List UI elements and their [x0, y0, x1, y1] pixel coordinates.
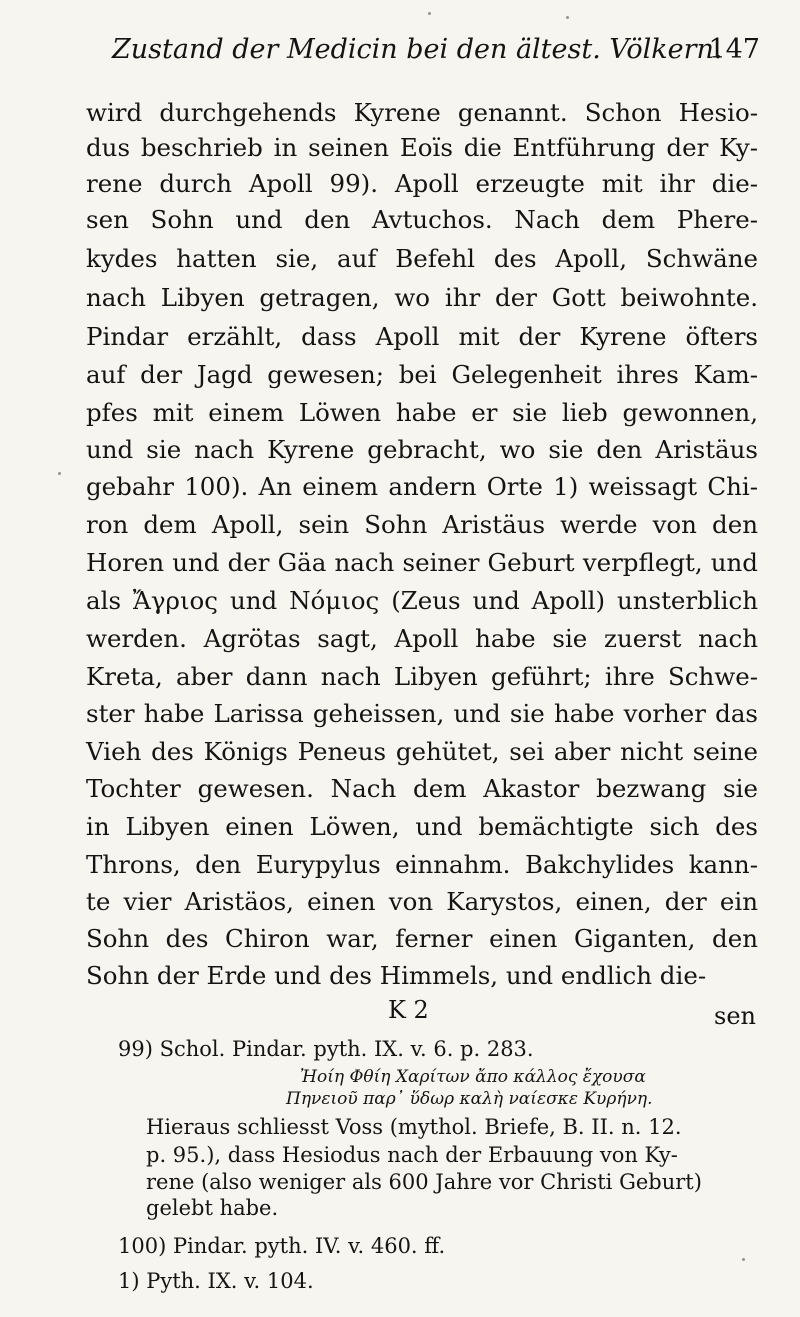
text-line: in Libyen einen Löwen, und bemächtigte sich des — [86, 812, 758, 841]
text-line: Kreta, aber dann nach Libyen geführt; ihre Schwe- — [86, 662, 758, 691]
footnote-greek-quote: Ἠοίη Φθίη Χαρίτων ἄπο κάλλος ἔχουσα — [300, 1067, 646, 1087]
running-title: Zustand der Medicin bei den ältest. Völkern. — [112, 34, 723, 65]
text-line: wird durchgehends Kyrene genannt. Schon Hesio- — [86, 98, 758, 127]
text-line: werden. Agrötas sagt, Apoll habe sie zuerst nach — [86, 624, 758, 653]
text-line: dus beschrieb in seinen Eoïs die Entführung der Ky- — [86, 133, 758, 162]
text-line: Vieh des Königs Peneus gehütet, sei aber nicht seine — [86, 737, 758, 766]
text-line: Throns, den Eurypylus einnahm. Bakchylides kann- — [86, 850, 758, 879]
footnote-text: p. 95.), dass Hesiodus nach der Erbauung von Ky- — [146, 1143, 678, 1167]
signature-mark: K 2 — [388, 996, 429, 1024]
paper-speck — [566, 16, 569, 19]
footnote-100: 100) Pindar. pyth. IV. v. 460. ff. — [118, 1234, 446, 1258]
footnote-text: gelebt habe. — [146, 1196, 279, 1220]
text-line: rene durch Apoll 99). Apoll erzeugte mit ihr die- — [86, 169, 758, 198]
text-line: te vier Aristäos, einen von Karystos, einen, der ein — [86, 887, 758, 916]
text-line: und sie nach Kyrene gebracht, wo sie den Aristäus — [86, 435, 758, 464]
text-line: Tochter gewesen. Nach dem Akastor bezwang sie — [86, 774, 758, 803]
catchword: sen — [714, 1002, 756, 1030]
text-line: ster habe Larissa geheissen, und sie habe vorher das — [86, 699, 758, 728]
text-line: Sohn der Erde und des Himmels, und endlich die- — [86, 961, 707, 990]
footnote-text: Hieraus schliesst Voss (mythol. Briefe, B. II. n. 12. — [146, 1115, 682, 1139]
text-line: kydes hatten sie, auf Befehl des Apoll, Schwäne — [86, 244, 758, 273]
text-line: pfes mit einem Löwen habe er sie lieb gewonnen, — [86, 398, 758, 427]
text-line: als Ἄγριος und Νόμιος (Zeus und Apoll) unsterblich — [86, 586, 758, 615]
text-line: Pindar erzählt, dass Apoll mit der Kyrene öfters — [86, 322, 758, 351]
paper-speck — [428, 12, 431, 15]
running-header — [112, 34, 760, 78]
paper-speck — [742, 1258, 745, 1261]
text-line: auf der Jagd gewesen; bei Gelegenheit ihres Kam- — [86, 360, 758, 389]
footnote-greek-quote: Πηνειοῦ παρ᾽ ὕδωρ καλὴ ναίεσκε Κυρήνη. — [286, 1089, 653, 1109]
page-number: 147 — [708, 34, 760, 65]
text-line: sen Sohn und den Avtuchos. Nach dem Phere- — [86, 205, 758, 234]
text-line: nach Libyen getragen, wo ihr der Gott beiwohnte. — [86, 283, 758, 312]
text-line: Horen und der Gäa nach seiner Geburt verpflegt, und — [86, 548, 758, 577]
text-line: gebahr 100). An einem andern Orte 1) weissagt Chi- — [86, 472, 758, 501]
text-line: Sohn des Chiron war, ferner einen Giganten, den — [86, 924, 758, 953]
footnote-text: rene (also weniger als 600 Jahre vor Christi Geburt) — [146, 1170, 702, 1194]
paper-speck — [58, 472, 61, 475]
text-line: ron dem Apoll, sein Sohn Aristäus werde von den — [86, 510, 758, 539]
footnote-1: 1) Pyth. IX. v. 104. — [118, 1269, 314, 1293]
footnote-99: 99) Schol. Pindar. pyth. IX. v. 6. p. 283. — [118, 1037, 534, 1061]
